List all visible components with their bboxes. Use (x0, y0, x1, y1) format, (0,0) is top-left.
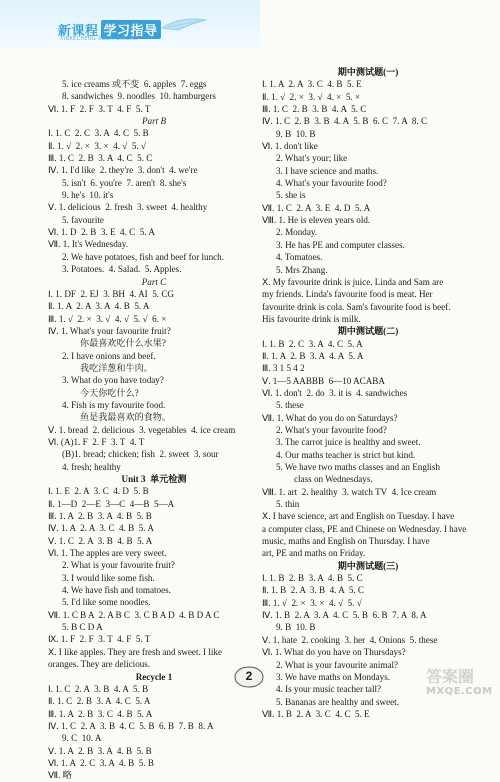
answer-line: 3. I would like some fish. (62, 572, 155, 583)
answer-line: Ⅵ. 1. D 2. B 3. E 4. C 5. A (48, 227, 155, 238)
answer-line: Ⅴ. 1—5 AABBB 6—10 ACABA (262, 375, 385, 386)
answer-line: 2. Monday. (276, 227, 318, 238)
answer-line: (B)1. bread; chicken; fish 2. sweet 3. sour (62, 449, 219, 460)
answer-line: Ⅶ. 1. C B A 2. A B C 3. C B A D 4. B D A C (48, 609, 220, 620)
answer-line: oranges. They are delicious. (48, 659, 151, 670)
answer-column-right (262, 66, 474, 720)
answer-line: 5. I'd like some noodles. (62, 597, 151, 608)
answer-line: 2. What's your; like (276, 153, 348, 164)
answer-line: Ⅳ. 1. I'd like 2. they're 3. don't 4. we're (48, 165, 198, 176)
answer-line: 5. Mrs Zhang. (276, 264, 328, 275)
answer-line: Ⅳ. 1. C 2. B 3. B 4. A 5. B 6. C 7. A 8. C (262, 116, 428, 127)
answer-line: Ⅱ. 1. A 2. B 3. A 4. A 5. A (262, 350, 364, 361)
answer-line: Ⅱ. 1. C 2. B 3. A 4. C 5. A (48, 696, 151, 707)
page-number: 2 (245, 669, 253, 683)
watermark-logo-text: 答案圈 (426, 667, 475, 686)
answer-line: 5. she is (276, 190, 306, 201)
answer-line: Ⅹ. My favourite drink is juice. Linda and Sam are (262, 276, 444, 287)
answer-line: Ⅵ. 1. don't like (262, 141, 318, 152)
answer-line: 9. C 10. A (62, 733, 102, 744)
series-logo-text-a: 新课程 (58, 24, 99, 39)
answer-line: Ⅷ. 1. He is eleven years old. (262, 215, 371, 226)
answer-line: 5. B C D A (62, 622, 103, 633)
answer-line: 5. these (276, 400, 304, 411)
answer-line: 今天你吃什么? (80, 387, 139, 398)
answer-line: Ⅳ. 1. B 2. A 3. A 4. C 5. B 6. B 7. A 8. A (262, 610, 427, 621)
answer-line: Ⅲ. 1. C 2. B 3. A 4. C 5. C (48, 153, 153, 164)
answer-line: 2. What's your favourite food? (276, 424, 387, 435)
answer-line: Ⅳ. 1. A 2. A 3. C 4. B 5. A (48, 523, 154, 534)
answer-line: 鱼是我最喜欢的食物。 (80, 412, 171, 423)
answer-line: 2. I have onions and beef. (62, 350, 156, 361)
answer-line: Ⅲ. 1. A 2. B 3. A 4. B 5. B (48, 511, 152, 522)
answer-line: Ⅵ. 1. A 2. C 3. A 4. B 5. B (48, 757, 154, 768)
answer-line: Ⅲ. 1. √ 2. × 3. √ 4. √ 5. √ 6. × (48, 313, 167, 324)
answer-line: Ⅲ. 1. √ 2. × 3. × 4. √ 5. √ (262, 597, 362, 608)
answer-line: 我吃洋葱和牛肉。 (80, 362, 153, 373)
answer-line: Ⅵ. (A)1. F 2. F 3. T 4. T (48, 436, 145, 447)
section-heading: Recycle 1 (135, 671, 173, 682)
answer-line: Ⅰ. 1. E 2. A 3. C 4. D 5. B (48, 486, 149, 497)
answer-line: music, maths and English on Thursday. I have (262, 536, 430, 547)
answer-line: Ⅰ. 1. C 2. C 3. A 4. C 5. B (48, 128, 149, 139)
section-heading: Part C (141, 276, 167, 287)
answer-line: 5. isn't 6. you're 7. aren't 8. she's (62, 177, 187, 188)
answer-line: Ⅶ. 1. B 2. A 3. C 4. C 5. E (262, 708, 370, 719)
answer-line: Ⅷ. 1. art 2. healthy 3. watch TV 4. Ice cream (262, 486, 437, 497)
answer-line: Ⅸ. 1. F 2. F 3. T 4. F 5. T (48, 634, 151, 645)
answer-line: Ⅶ. 1. What do you do on Saturdays? (262, 412, 398, 423)
answer-line: 3. Potatoes. 4. Salad. 5. Apples. (62, 264, 182, 275)
answer-line: Ⅹ. I have science, art and English on Tuesday. I have (262, 511, 455, 522)
answer-line: 5. Bananas are healthy and sweet. (276, 696, 399, 707)
answer-line: Ⅲ. 1. A 2. B 3. C 4. B 5. A (48, 708, 153, 719)
section-heading: 期中测试题(二) (337, 326, 399, 337)
answer-line: Ⅵ. 1. F 2. F 3. T 4. F 5. T (48, 103, 151, 114)
answer-line: Ⅰ. 1. A 2. A 3. C 4. B 5. E (262, 79, 362, 90)
answer-line: Ⅴ. 1. hate 2. cooking 3. her 4. Onions 5. these (262, 634, 438, 645)
answer-line: Ⅳ. 1. What's your favourite fruit? (48, 325, 171, 336)
answer-line: His favourite drink is milk. (262, 313, 361, 324)
feather-icon (160, 14, 210, 34)
answer-line: Ⅴ. 1. C 2. A 3. B 4. B 5. A (48, 535, 153, 546)
watermark-url: MXQE.COM (426, 686, 493, 697)
answer-line: 4. We have fish and tomatoes. (62, 585, 171, 596)
answer-line: 5. thin (276, 499, 300, 510)
answer-line: Ⅱ. 1. √ 2. × 3. × 4. √ 5. √ (48, 140, 146, 151)
answer-line: 4. Tomatoes. (276, 252, 323, 263)
answer-line: Ⅰ. 1. DF 2. EJ 3. BH 4. AI 5. CG (48, 288, 174, 299)
answer-line: Ⅶ. 1. C 2. A 3. E 4. D 5. A (262, 202, 371, 213)
answer-line: 9. B 10. B (276, 128, 316, 139)
answer-line: 9. he's 10. it's (62, 190, 114, 201)
series-logo-text-b: 学习指导 (101, 20, 161, 39)
answer-line: Ⅴ. 1. A 2. B 3. A 4. B 5. B (48, 745, 152, 756)
answer-line: 4. What's your favourite food? (276, 178, 387, 189)
answer-line: Ⅱ. 1. B 2. A 3. B 4. A 5. C (262, 585, 365, 596)
answer-column-left (48, 78, 260, 782)
answer-line: 4. Is your music teacher tall? (276, 684, 382, 695)
answer-line: favourite drink is cola. Sam's favourite food is beef. (262, 301, 451, 312)
answer-line: 3. He has PE and computer classes. (276, 239, 405, 250)
answer-line: Ⅶ. 1. It's Wednesday. (48, 239, 129, 250)
answer-line: Ⅶ. 略 (48, 770, 72, 781)
answer-line: 5. ice creams 或不变 6. apples 7. eggs (62, 79, 207, 89)
answer-line: my friends. Linda's favourite food is meat. Her (262, 289, 433, 300)
answer-line: 5. We have two maths classes and an English (276, 462, 441, 472)
answer-line: 4. Our maths teacher is strict but kind. (276, 449, 416, 460)
answer-line: 2. What is your favourite animal? (276, 659, 399, 670)
answer-line: 4. fresh; healthy (62, 461, 121, 472)
answer-line: 4. Fish is my favourite food. (62, 399, 166, 410)
answer-line: 3. We have maths on Mondays. (276, 671, 391, 682)
answer-line: Ⅰ. 1. B 2. C 3. A 4. C 5. A (262, 338, 363, 349)
answer-line: art, PE and maths on Friday. (262, 548, 366, 559)
answer-line: Ⅵ. 1. What do you have on Thursdays? (262, 647, 406, 658)
answer-line: 2. What is your favourite fruit? (62, 560, 175, 571)
series-logo-english: XINKECHENG XUEXI ZHIDAO (60, 36, 139, 42)
answer-line: 2. We have potatoes, fish and beef for lunch. (62, 251, 224, 262)
answer-line: Ⅲ. 1. C 2. B 3. B 4. A 5. C (262, 104, 367, 115)
answer-line: Ⅱ. 1. A 2. A 3. A 4. B 5. A (48, 301, 150, 312)
answer-line: Ⅴ. 1. delicious 2. fresh 3. sweet 4. healthy (48, 202, 208, 213)
answer-line: 9. B 10. B (276, 622, 316, 633)
answer-line: 8. sandwiches 9. noodles 10. hamburgers (62, 91, 216, 102)
answer-line: Ⅱ. 1—D 2—E 3—C 4—B 5—A (48, 498, 175, 509)
answer-line: Ⅴ. 1. bread 2. delicious 3. vegetables 4. ice cream (48, 424, 236, 435)
page-header (0, 0, 500, 52)
answer-line: 3. The carrot juice is healthy and sweet. (276, 437, 421, 448)
answer-line: Ⅹ. I like apples. They are fresh and sweet. I like (48, 646, 222, 657)
answer-line: 5. favourite (62, 214, 104, 225)
answer-line: 3. What do you have today? (62, 375, 164, 386)
answer-line: a computer class, PE and Chinese on Wednesday. I have (262, 523, 467, 534)
answer-line: Ⅱ. 1. √ 2. × 3. √ 4. × 5. × (262, 91, 361, 102)
answer-line: Ⅵ. 1. The apples are very sweet. (48, 548, 167, 559)
answer-line: 3. I have science and maths. (276, 165, 379, 176)
section-heading: Part B (142, 116, 166, 127)
answer-line: Ⅲ. 3 1 5 4 2 (262, 363, 305, 374)
answer-line: Ⅰ. 1. B 2. B 3. A 4. B 5. C (262, 573, 363, 584)
section-heading: Unit 3 单元检测 (121, 474, 187, 484)
section-heading: 期中测试题(一) (337, 67, 399, 77)
answer-line: Ⅰ. 1. C 2. A 3. B 4. A 5. B (48, 683, 149, 694)
section-heading: 期中测试题(三) (337, 560, 399, 571)
answer-line: Ⅳ. 1. C 2. A 3. B 4. C 5. B 6. B 7. B 8. A (48, 720, 214, 731)
answer-line: class on Wednesdays. (294, 474, 373, 485)
answer-line: Ⅵ. 1. don't 2. do 3. it is 4. sandwiches (262, 387, 408, 398)
answer-line: 你最喜欢吃什么水果? (80, 338, 166, 349)
